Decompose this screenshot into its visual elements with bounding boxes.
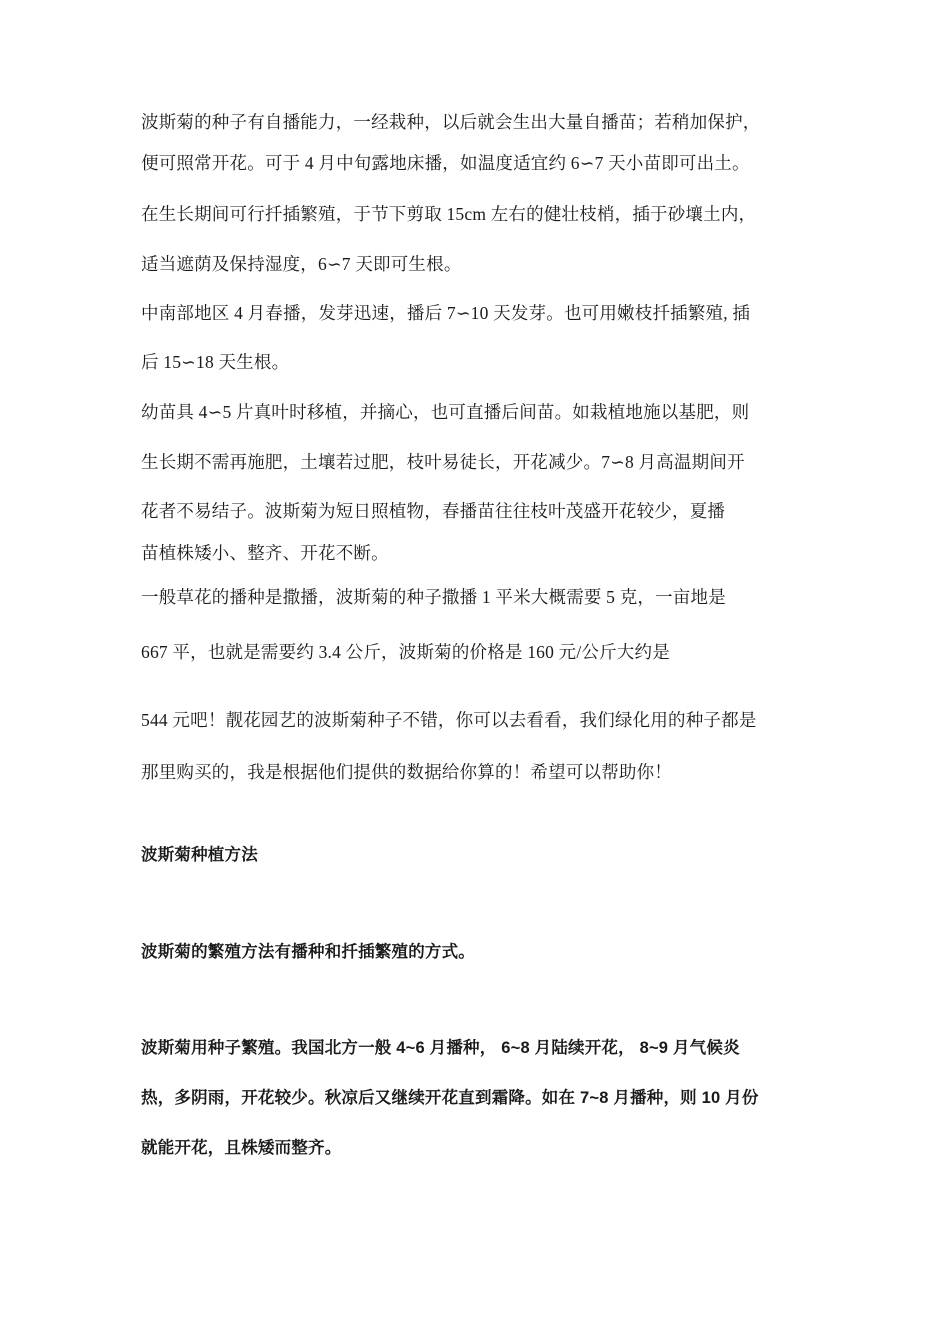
paragraph-line: 667 平，也就是需要约 3.4 公斤，波斯菊的价格是 160 元/公斤大约是 xyxy=(141,642,670,662)
section-subheading: 波斯菊的繁殖方法有播种和扦插繁殖的方式。 xyxy=(141,943,475,961)
paragraph-line: 后 15∽18 天生根。 xyxy=(141,352,290,372)
paragraph-line: 波斯菊的种子有自播能力，一经栽种，以后就会生出大量自播苗；若稍加保护， xyxy=(141,112,761,132)
bold-paragraph-line: 波斯菊用种子繁殖。我国北方一般 4~6 月播种， 6~8 月陆续开花， 8~9 月气候炎 xyxy=(141,1039,740,1057)
paragraph-line: 在生长期间可行扦插繁殖，于节下剪取 15cm 左右的健壮枝梢，插于砂壤土内， xyxy=(141,204,757,224)
paragraph-line: 便可照常开花。可于 4 月中旬露地床播，如温度适宜约 6∽7 天小苗即可出土。 xyxy=(141,153,750,173)
paragraph-line: 苗植株矮小、整齐、开花不断。 xyxy=(141,543,389,563)
paragraph-line: 生长期不需再施肥，土壤若过肥，枝叶易徒长，开花减少。7∽8 月高温期间开 xyxy=(141,452,745,472)
paragraph-line: 544 元吧！靓花园艺的波斯菊种子不错，你可以去看看，我们绿化用的种子都是 xyxy=(141,710,757,730)
bold-paragraph-line: 热，多阴雨，开花较少。秋凉后又继续开花直到霜降。如在 7~8 月播种，则 10 月份 xyxy=(141,1089,759,1107)
paragraph-line: 那里购买的，我是根据他们提供的数据给你算的！希望可以帮助你！ xyxy=(141,762,672,782)
bold-paragraph-line: 就能开花，且株矮而整齐。 xyxy=(141,1139,342,1157)
paragraph-line: 一般草花的播种是撒播，波斯菊的种子撒播 1 平米大概需要 5 克，一亩地是 xyxy=(141,587,726,607)
paragraph-line: 适当遮荫及保持湿度，6∽7 天即可生根。 xyxy=(141,254,462,274)
paragraph-line: 花者不易结子。波斯菊为短日照植物，春播苗往往枝叶茂盛开花较少，夏播 xyxy=(141,501,726,521)
paragraph-line: 中南部地区 4 月春播，发芽迅速，播后 7∽10 天发芽。也可用嫩枝扦插繁殖, 插 xyxy=(141,303,751,323)
section-heading: 波斯菊种植方法 xyxy=(141,846,258,864)
paragraph-line: 幼苗具 4∽5 片真叶时移植，并摘心，也可直播后间苗。如栽植地施以基肥，则 xyxy=(141,402,750,422)
